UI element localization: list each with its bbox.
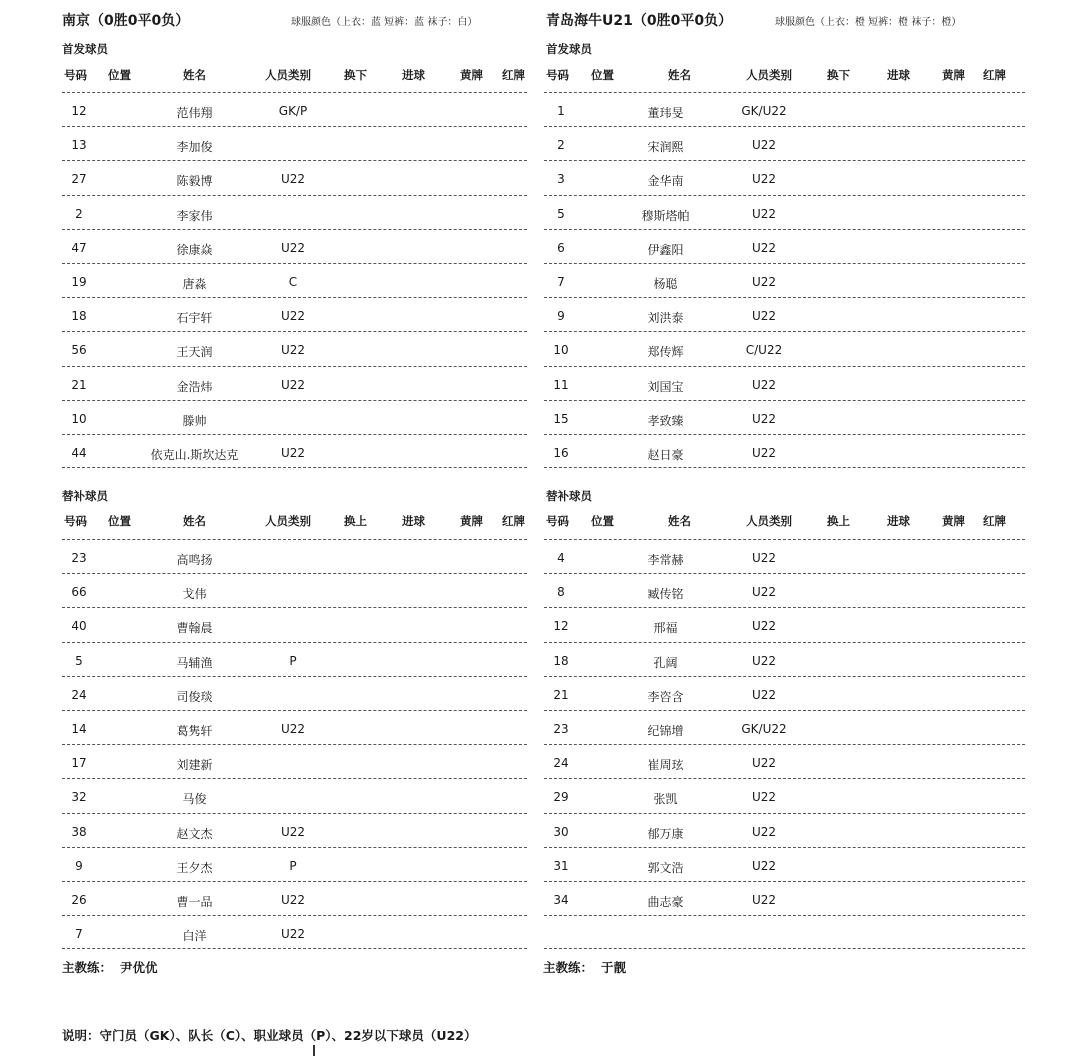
player-row	[544, 297, 1025, 331]
player-number: 18	[71, 309, 87, 324]
empty-row	[544, 915, 1025, 949]
col-yellow: 黄牌	[460, 514, 483, 528]
player-number: 12	[71, 104, 87, 118]
away-starters-column-headers	[546, 67, 1011, 85]
home-starters-column-headers	[62, 67, 527, 85]
player-number: 24	[71, 687, 87, 702]
player-category: U22	[751, 858, 777, 873]
player-number: 32	[71, 790, 87, 805]
player-number: 21	[553, 687, 569, 702]
player-name: 孔阔	[653, 655, 678, 670]
player-category: U22	[751, 309, 777, 324]
player-number: 2	[75, 206, 83, 221]
player-name: 李加俊	[176, 140, 213, 155]
player-number: 29	[553, 790, 569, 805]
col-yellow: 黄牌	[942, 68, 965, 82]
player-number: 24	[553, 756, 569, 771]
player-name: 王夕杰	[176, 860, 213, 875]
player-name: 刘国宝	[647, 379, 684, 394]
player-number: 7	[75, 927, 83, 942]
col-position: 位置	[591, 514, 614, 528]
player-number: 9	[75, 858, 83, 873]
player-name: 依克山.斯坎达克	[150, 447, 239, 462]
player-row	[62, 160, 527, 194]
player-row	[544, 847, 1025, 881]
player-name: 金浩炜	[176, 379, 213, 394]
player-number: 15	[553, 411, 569, 426]
player-number: 4	[557, 551, 565, 565]
player-number: 2	[557, 138, 565, 153]
player-row	[544, 676, 1025, 710]
player-name: 高鸣扬	[176, 553, 213, 567]
player-category: U22	[751, 619, 777, 634]
player-row	[544, 331, 1025, 365]
player-row	[544, 434, 1025, 468]
player-category: U22	[751, 138, 777, 153]
player-number: 18	[553, 653, 569, 668]
player-name: 纪锦增	[647, 723, 684, 738]
col-position: 位置	[108, 514, 131, 528]
player-number: 8	[557, 585, 565, 600]
legend-note: 说明：守门员（GK）、队长（C）、职业球员（P）、22岁以下球员（U22）	[62, 1028, 477, 1043]
col-category: 人员类别	[746, 68, 792, 82]
player-row	[62, 400, 527, 434]
player-name: 范伟翔	[176, 106, 213, 120]
player-row	[62, 434, 527, 468]
player-name: 宋润熙	[647, 140, 684, 155]
player-number: 5	[75, 653, 83, 668]
player-name: 杨聪	[653, 276, 678, 291]
away-subs-list	[544, 539, 1025, 949]
player-name: 刘建新	[176, 758, 213, 773]
player-number: 6	[557, 240, 565, 255]
player-category: U22	[751, 445, 777, 460]
player-row	[62, 607, 527, 641]
player-name: 臧传铭	[647, 587, 684, 602]
player-row	[544, 744, 1025, 778]
player-category: U22	[751, 240, 777, 255]
col-yellow: 黄牌	[460, 68, 483, 82]
player-row	[544, 400, 1025, 434]
player-category: GK/P	[278, 104, 308, 118]
player-category: U22	[280, 343, 306, 358]
col-category: 人员类别	[265, 68, 311, 82]
player-category: U22	[751, 824, 777, 839]
col-red: 红牌	[983, 514, 1006, 528]
player-number: 38	[71, 824, 87, 839]
player-number: 26	[71, 892, 87, 907]
col-number: 号码	[64, 514, 87, 528]
away-kit-colors: 球服颜色（上衣：橙 短裤：橙 袜子：橙）	[775, 17, 962, 28]
player-row	[62, 847, 527, 881]
player-name: 葛隽轩	[176, 723, 213, 738]
player-row	[544, 160, 1025, 194]
player-number: 27	[71, 172, 87, 187]
col-goals: 进球	[402, 514, 425, 528]
col-goals: 进球	[887, 514, 910, 528]
player-number: 16	[553, 445, 569, 460]
col-sub-off: 换下	[344, 68, 367, 82]
player-category: GK/U22	[741, 721, 787, 736]
player-row	[62, 229, 527, 263]
home-subs-list	[62, 539, 527, 949]
player-category: U22	[751, 687, 777, 702]
player-category: U22	[751, 411, 777, 426]
player-category: U22	[751, 892, 777, 907]
pen-mark	[313, 1045, 315, 1056]
player-name: 李常赫	[647, 553, 684, 567]
player-row	[62, 710, 527, 744]
player-name: 滕帅	[182, 413, 207, 428]
col-number: 号码	[546, 68, 569, 82]
home-starters-list	[62, 92, 527, 468]
player-row	[544, 263, 1025, 297]
home-starters-title: 首发球员	[62, 42, 108, 56]
player-row	[544, 539, 1025, 573]
player-name: 曹翰晨	[176, 621, 213, 636]
player-row	[544, 881, 1025, 915]
col-red: 红牌	[502, 68, 525, 82]
player-name: 马辅渔	[176, 655, 213, 670]
player-number: 12	[553, 619, 569, 634]
player-row	[62, 366, 527, 400]
player-row	[62, 195, 527, 229]
player-name: 石宇轩	[176, 311, 213, 326]
player-number: 14	[71, 721, 87, 736]
player-category: U22	[280, 240, 306, 255]
player-category: U22	[751, 377, 777, 392]
away-subs-column-headers	[546, 513, 1011, 531]
player-category: U22	[751, 274, 777, 289]
player-name: 刘洪泰	[647, 311, 684, 326]
player-row	[544, 710, 1025, 744]
player-row	[62, 263, 527, 297]
player-category: U22	[751, 790, 777, 805]
player-name: 徐康焱	[176, 242, 213, 257]
col-red: 红牌	[983, 68, 1006, 82]
player-name: 穆斯塔帕	[641, 208, 690, 223]
player-row	[544, 229, 1025, 263]
player-name: 李咨含	[647, 689, 684, 704]
player-name: 司俊琰	[176, 689, 213, 704]
player-number: 40	[71, 619, 87, 634]
col-red: 红牌	[502, 514, 525, 528]
player-number: 13	[71, 138, 87, 153]
col-yellow: 黄牌	[942, 514, 965, 528]
player-row	[544, 642, 1025, 676]
player-name: 陈毅博	[176, 174, 213, 189]
player-name: 曲志豪	[647, 894, 684, 909]
home-coach-name: 尹优优	[120, 960, 158, 975]
player-name: 崔周玹	[647, 758, 684, 773]
player-row	[62, 881, 527, 915]
player-category: U22	[280, 445, 306, 460]
col-name: 姓名	[668, 68, 691, 82]
player-name: 李家伟	[176, 208, 213, 223]
player-category: P	[289, 858, 297, 873]
player-row	[544, 778, 1025, 812]
away-team-name: 青岛海牛U21（0胜0平0负）	[546, 13, 733, 29]
player-name: 邢福	[653, 621, 678, 636]
player-number: 23	[71, 551, 87, 565]
home-coach-label: 主教练：	[62, 960, 113, 975]
player-name: 王天润	[176, 345, 213, 360]
player-name: 赵日豪	[647, 447, 684, 462]
col-category: 人员类别	[746, 514, 792, 528]
player-name: 郑传辉	[647, 345, 684, 360]
player-number: 10	[553, 343, 569, 358]
player-category: U22	[280, 824, 306, 839]
col-goals: 进球	[402, 68, 425, 82]
player-category: C/U22	[745, 343, 783, 358]
player-row	[62, 126, 527, 160]
player-name: 孝致臻	[647, 413, 684, 428]
player-number: 11	[553, 377, 569, 392]
player-row	[62, 539, 527, 573]
player-name: 戈伟	[182, 587, 207, 602]
player-number: 21	[71, 377, 87, 392]
player-row	[544, 92, 1025, 126]
player-category: U22	[751, 551, 777, 565]
player-name: 唐淼	[182, 276, 207, 291]
home-team-header	[62, 10, 582, 32]
away-subs-title: 替补球员	[546, 489, 592, 503]
home-kit-colors: 球服颜色（上衣：蓝 短裤：蓝 袜子：白）	[291, 17, 478, 28]
player-row	[62, 915, 527, 949]
col-position: 位置	[591, 68, 614, 82]
player-category: U22	[280, 892, 306, 907]
player-row	[544, 366, 1025, 400]
player-row	[62, 92, 527, 126]
player-category: U22	[751, 585, 777, 600]
player-category: U22	[280, 721, 306, 736]
player-row	[544, 607, 1025, 641]
player-number: 44	[71, 445, 87, 460]
player-row	[544, 126, 1025, 160]
col-sub-on: 换上	[344, 514, 367, 528]
player-number: 19	[71, 274, 87, 289]
col-name: 姓名	[668, 514, 691, 528]
player-category: U22	[280, 309, 306, 324]
player-name: 白洋	[182, 929, 207, 944]
col-goals: 进球	[887, 68, 910, 82]
away-coach-name: 于靓	[601, 960, 627, 975]
player-category: U22	[751, 206, 777, 221]
player-name: 马俊	[182, 792, 207, 807]
away-team-header	[546, 10, 1066, 32]
player-category: U22	[280, 927, 306, 942]
player-name: 伊鑫阳	[647, 242, 684, 257]
col-category: 人员类别	[265, 514, 311, 528]
player-number: 56	[71, 343, 87, 358]
player-name: 董玮旻	[647, 106, 684, 120]
player-number: 9	[557, 309, 565, 324]
away-coach-label: 主教练：	[543, 960, 594, 975]
player-category: P	[289, 653, 297, 668]
col-sub-off: 换下	[827, 68, 850, 82]
player-category: GK/U22	[741, 104, 787, 118]
player-number: 5	[557, 206, 565, 221]
home-coach	[62, 958, 158, 976]
player-category: U22	[751, 653, 777, 668]
player-number: 30	[553, 824, 569, 839]
player-number: 7	[557, 274, 565, 289]
player-row	[62, 297, 527, 331]
player-number: 3	[557, 172, 565, 187]
player-row	[544, 573, 1025, 607]
player-number: 10	[71, 411, 87, 426]
away-starters-list	[544, 92, 1025, 468]
player-row	[544, 813, 1025, 847]
col-name: 姓名	[183, 514, 206, 528]
col-sub-on: 换上	[827, 514, 850, 528]
away-coach	[543, 958, 626, 976]
player-category: U22	[280, 377, 306, 392]
player-category: U22	[280, 172, 306, 187]
player-number: 23	[553, 721, 569, 736]
col-number: 号码	[64, 68, 87, 82]
player-row	[62, 778, 527, 812]
player-number: 34	[553, 892, 569, 907]
player-row	[62, 642, 527, 676]
player-category: U22	[751, 756, 777, 771]
home-team-name: 南京（0胜0平0负）	[62, 13, 190, 29]
col-name: 姓名	[183, 68, 206, 82]
away-starters-title: 首发球员	[546, 42, 592, 56]
home-subs-title: 替补球员	[62, 489, 108, 503]
player-number: 17	[71, 756, 87, 771]
player-row	[62, 573, 527, 607]
player-row	[544, 195, 1025, 229]
player-name: 金华南	[647, 174, 684, 189]
player-number: 66	[71, 585, 87, 600]
player-row	[62, 331, 527, 365]
home-subs-column-headers	[62, 513, 527, 531]
player-name: 张凯	[653, 792, 678, 807]
player-row	[62, 676, 527, 710]
player-category: U22	[751, 172, 777, 187]
col-number: 号码	[546, 514, 569, 528]
player-name: 赵文杰	[176, 826, 213, 841]
player-category: C	[288, 274, 298, 289]
col-position: 位置	[108, 68, 131, 82]
player-name: 曹一品	[176, 894, 213, 909]
player-name: 郭文浩	[647, 860, 684, 875]
player-row	[62, 813, 527, 847]
player-number: 1	[557, 104, 565, 118]
player-row	[62, 744, 527, 778]
player-number: 31	[553, 858, 569, 873]
player-name: 郁万康	[647, 826, 684, 841]
player-number: 47	[71, 240, 87, 255]
